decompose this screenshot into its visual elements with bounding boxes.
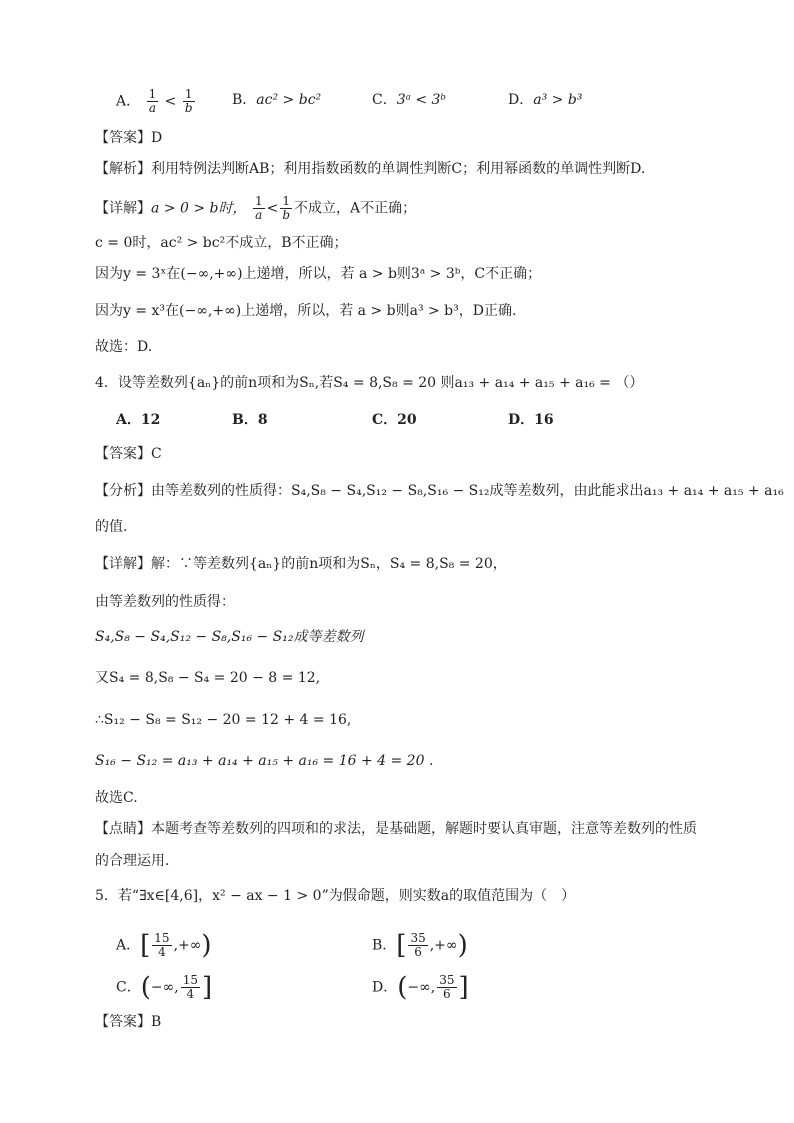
option-expr: a³ > b³ bbox=[533, 92, 583, 108]
q4-comment bbox=[95, 819, 697, 839]
detail-text: ∴S₁₂ − S₈ = S₁₂ − 20 = 12 + 4 = 16, bbox=[95, 712, 352, 728]
conclusion-text: 故选：D. bbox=[95, 339, 153, 355]
option-label: A． bbox=[116, 93, 141, 110]
denominator: 4 bbox=[186, 987, 195, 1001]
detail-text: 由等差数列的性质得： bbox=[95, 594, 235, 610]
option-label: B． bbox=[372, 937, 397, 954]
detail-text: 又S₄ = 8,S₈ − S₄ = 20 − 8 = 12, bbox=[95, 670, 321, 686]
denominator: 6 bbox=[443, 987, 451, 1001]
bracket: ] bbox=[458, 972, 469, 1003]
detail-tag: 【详解】 bbox=[95, 556, 151, 572]
detail-text: 因为y = 3ˣ在(−∞,+∞)上递增，所以，若 a > b则3ᵃ > 3ᵇ，C不正确； bbox=[95, 266, 542, 282]
q5-option-d bbox=[372, 974, 469, 1001]
denominator: a bbox=[148, 101, 156, 115]
option-label: C． bbox=[372, 92, 397, 108]
denominator: b bbox=[282, 208, 290, 222]
detail-text: 不成立，A不正确； bbox=[294, 200, 417, 217]
fraction bbox=[437, 974, 456, 1001]
q4-analysis-cont bbox=[95, 517, 127, 537]
q4-option-b bbox=[232, 410, 268, 430]
option-label: A． bbox=[116, 937, 141, 954]
q4-detail-4 bbox=[95, 668, 320, 688]
denominator: 6 bbox=[414, 945, 422, 959]
option-value: 16 bbox=[534, 412, 554, 428]
fraction bbox=[152, 932, 171, 959]
q4-detail-2 bbox=[95, 592, 235, 612]
q3-conclusion bbox=[95, 337, 152, 357]
denominator: a bbox=[255, 208, 263, 222]
interval-tail: ,+∞ bbox=[173, 937, 202, 954]
q4-detail-6 bbox=[95, 751, 433, 771]
q3-option-d bbox=[508, 90, 582, 110]
q5-answer bbox=[95, 1012, 161, 1032]
detail-text: 解：∵等差数列{aₙ}的前n项和为Sₙ，S₄ = 8,S₈ = 20， bbox=[151, 556, 507, 572]
q3-detail-2 bbox=[95, 233, 348, 253]
q4-comment-cont bbox=[95, 851, 169, 871]
q3-answer bbox=[95, 128, 162, 148]
option-value: 20 bbox=[397, 412, 417, 428]
q4-conclusion bbox=[95, 788, 138, 808]
q3-detail-1 bbox=[95, 195, 416, 222]
q5-option-a bbox=[116, 932, 212, 959]
bracket: [ bbox=[140, 930, 151, 961]
bracket: ) bbox=[201, 930, 212, 961]
q4-detail-3 bbox=[95, 627, 364, 647]
bracket: ( bbox=[397, 972, 408, 1003]
detail-text: S₄,S₈ − S₄,S₁₂ − S₈,S₁₆ − S₁₂成等差数列 bbox=[95, 629, 364, 645]
bracket: ( bbox=[140, 972, 151, 1003]
numerator: 1 bbox=[280, 195, 292, 209]
q4-detail-5 bbox=[95, 710, 351, 730]
option-label: D． bbox=[508, 412, 535, 428]
denominator: 4 bbox=[158, 945, 166, 959]
question-stem: 5．若“∃x∈[4,6]，x² − ax − 1 > 0”为假命题，则实数a的取值范围为（ ） bbox=[95, 888, 576, 904]
q3-option-b bbox=[232, 90, 321, 110]
numerator: 1 bbox=[254, 194, 263, 208]
interval-tail: ,+∞ bbox=[429, 937, 458, 954]
q4-option-a bbox=[116, 410, 160, 430]
q3-detail-3 bbox=[95, 264, 541, 284]
option-label: D． bbox=[508, 92, 534, 108]
fraction bbox=[253, 195, 265, 222]
comment-text: 的合理运用. bbox=[95, 853, 170, 869]
detail-text: S₁₆ − S₁₂ = a₁₃ + a₁₄ + a₁₅ + a₁₆ = 16 + 4 = 20 . bbox=[95, 753, 434, 769]
bracket: [ bbox=[396, 930, 407, 961]
q4-answer bbox=[95, 444, 162, 464]
option-label: D． bbox=[372, 979, 398, 996]
numerator: 1 bbox=[183, 88, 195, 102]
bracket: ) bbox=[457, 930, 468, 961]
q4-option-c bbox=[372, 410, 417, 430]
answer-tag: 【答案】 bbox=[95, 1014, 151, 1030]
option-value: 12 bbox=[140, 412, 161, 428]
fraction bbox=[147, 88, 159, 115]
q4-detail-1 bbox=[95, 554, 507, 574]
bracket: ] bbox=[202, 972, 213, 1003]
q5-option-b bbox=[372, 932, 468, 959]
option-label: B． bbox=[232, 412, 258, 428]
numerator: 35 bbox=[439, 973, 455, 987]
fraction bbox=[408, 932, 427, 959]
option-label: A． bbox=[116, 412, 141, 428]
q4-analysis bbox=[95, 481, 784, 501]
answer-tag: 【答案】 bbox=[95, 446, 151, 462]
operator: < bbox=[266, 200, 279, 217]
q5-option-c bbox=[116, 974, 212, 1001]
option-expr: ac² > bc² bbox=[256, 92, 322, 108]
comment-tag: 【点睛】 bbox=[95, 821, 151, 837]
numerator: 15 bbox=[154, 931, 170, 945]
analysis-tag: 【解析】 bbox=[95, 161, 151, 177]
q5-stem bbox=[95, 886, 575, 906]
fraction bbox=[280, 195, 292, 222]
operator: < bbox=[164, 93, 177, 110]
analysis-text: 利用特例法判断AB；利用指数函数的单调性判断C；利用幂函数的单调性判断D. bbox=[151, 161, 646, 177]
numerator: 15 bbox=[182, 973, 198, 987]
detail-text: 因为y = x³在(−∞,+∞)上递增，所以，若 a > b则a³ > b³，D正确. bbox=[95, 303, 517, 319]
q3-option-c bbox=[372, 90, 446, 110]
answer-tag: 【答案】 bbox=[95, 130, 151, 146]
analysis-text: 由等差数列的性质得：S₄,S₈ − S₄,S₁₂ − S₈,S₁₆ − S₁₂成等差数列，由此能求出a₁₃ + a₁₄ + a₁₅ + a₁₆ bbox=[151, 483, 784, 499]
conclusion-text: 故选C. bbox=[95, 790, 138, 806]
option-label: C． bbox=[372, 412, 398, 428]
detail-text: c = 0时，ac² > bc²不成立，B不正确； bbox=[95, 235, 348, 251]
analysis-tag: 【分析】 bbox=[95, 483, 151, 499]
q3-analysis bbox=[95, 159, 645, 179]
answer-value: D bbox=[151, 130, 163, 146]
comment-text: 本题考查等差数列的四项和的求法，是基础题，解题时要认真审题，注意等差数列的性质 bbox=[151, 821, 697, 837]
detail-text: a > 0 > b时， bbox=[151, 200, 247, 217]
q3-option-a bbox=[116, 88, 197, 115]
interval-head: −∞, bbox=[150, 979, 179, 996]
q3-detail-4 bbox=[95, 301, 516, 321]
answer-value: B bbox=[151, 1014, 162, 1030]
denominator: b bbox=[184, 101, 193, 115]
fraction bbox=[183, 88, 195, 115]
option-expr: 3ᵃ < 3ᵇ bbox=[396, 92, 447, 108]
q4-option-d bbox=[508, 410, 554, 430]
analysis-text: 的值. bbox=[95, 519, 128, 535]
numerator: 35 bbox=[410, 931, 426, 945]
question-stem: 4．设等差数列{aₙ}的前n项和为Sₙ,若S₄ = 8,S₈ = 20 则a₁₃ + a₁₄ + a₁₅ + a₁₆ = （） bbox=[95, 375, 644, 391]
option-label: C． bbox=[116, 979, 141, 996]
q4-stem bbox=[95, 373, 643, 393]
option-label: B． bbox=[232, 92, 257, 108]
interval-head: −∞, bbox=[407, 979, 436, 996]
answer-value: C bbox=[151, 446, 162, 462]
numerator: 1 bbox=[148, 87, 157, 101]
detail-tag: 【详解】 bbox=[95, 200, 151, 217]
fraction bbox=[181, 974, 200, 1001]
option-value: 8 bbox=[257, 412, 268, 428]
